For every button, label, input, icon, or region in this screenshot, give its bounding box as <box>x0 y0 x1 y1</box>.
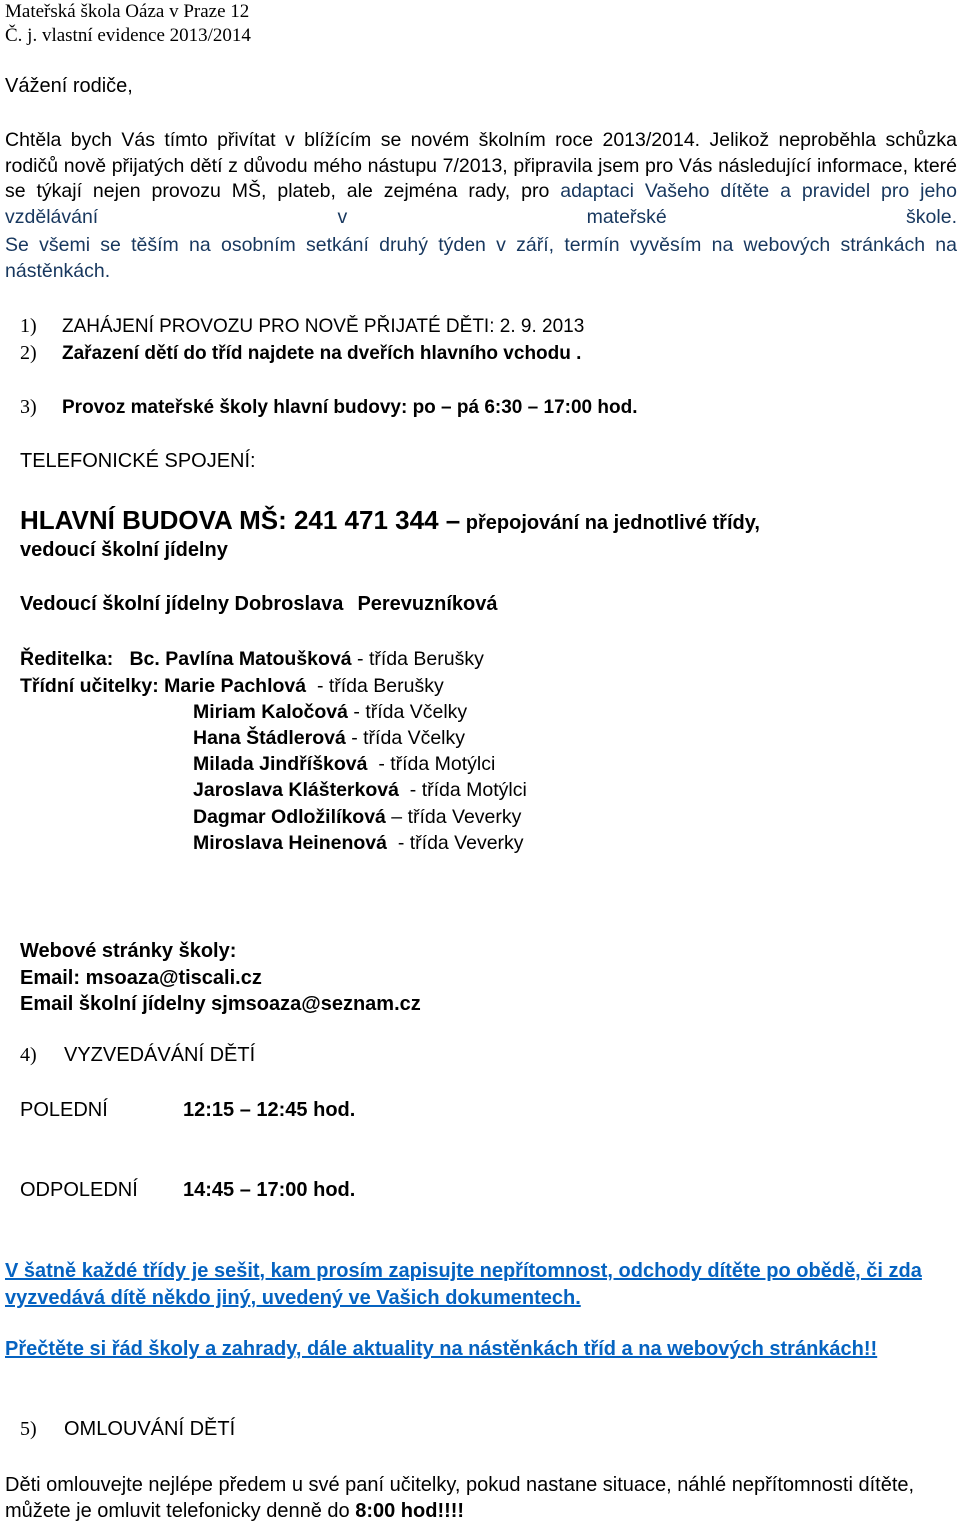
intro-text: Chtěla bych Vás tímto přivítat v blížícím se novém školním roce 2013/2014. Jelikož neproběhla schůzka rodičů nově přijatých dětí z důvodu mého nástupu 7/2013, připravila jsem pro Vás následující informace, které se týkají nejen provozu MŠ, plateb, ale zejména rady, pro <box>5 129 957 202</box>
contact-block <box>20 938 421 1018</box>
list-text: Provoz mateřské školy hlavní budovy: po – pá 6:30 – 17:00 hod. <box>62 397 638 418</box>
teacher-name: Miroslava Heinenová <box>193 832 387 854</box>
teacher-row <box>193 751 495 778</box>
list-text: OMLOUVÁNÍ DĚTÍ <box>64 1418 236 1440</box>
teacher-class: – třída Veverky <box>385 806 522 828</box>
canteen-head-label: Vedoucí školní jídelny Dobroslava <box>20 593 344 615</box>
list-item-excuses <box>20 1418 235 1441</box>
teachers-label: Třídní učitelky: <box>20 675 159 697</box>
main-building-label: HLAVNÍ BUDOVA MŠ: 241 471 344 – <box>20 505 461 535</box>
school-name: Mateřská škola Oáza v Praze 12 <box>5 1 250 22</box>
teacher-name: Dagmar Odložilíková <box>193 806 386 828</box>
list-number: 4) <box>20 1044 37 1066</box>
teacher-name: Miriam Kaločová <box>193 701 348 723</box>
web-label: Webové stránky školy: <box>20 940 237 962</box>
list-text: VYZVEDÁVÁNÍ DĚTÍ <box>64 1044 256 1066</box>
teacher-class: - třída Motýlci <box>367 753 496 775</box>
director-name: Bc. Pavlína Matoušková <box>129 648 352 670</box>
main-building-phone <box>20 505 760 536</box>
teacher-name: Milada Jindříšková <box>193 753 368 775</box>
reference-number: Č. j. vlastní evidence 2013/2014 <box>5 25 251 46</box>
teacher-class: - třída Včelky <box>345 727 466 749</box>
teacher-class: - třída Veverky <box>387 832 524 854</box>
afternoon-time: 14:45 – 17:00 hod. <box>183 1179 356 1201</box>
school-email[interactable]: Email: msoaza@tiscali.cz <box>20 966 262 989</box>
teacher-row <box>193 830 524 857</box>
list-number: 2) <box>20 342 37 364</box>
list-item-classes <box>20 342 581 365</box>
teacher-row <box>193 804 521 831</box>
noon-time: 12:15 – 12:45 hod. <box>183 1099 356 1121</box>
teacher-row <box>193 699 467 726</box>
director-class: - třída Berušky <box>351 648 484 670</box>
list-number: 1) <box>20 315 37 337</box>
list-number: 3) <box>20 396 37 418</box>
teachers-row <box>20 673 444 700</box>
greeting: Vážení rodiče, <box>5 75 133 97</box>
teacher-class: - třída Včelky <box>347 701 468 723</box>
teacher-class: - třída Berušky <box>306 675 444 697</box>
teacher-name: Hana Štádlerová <box>193 727 346 749</box>
teacher-name: Jaroslava Klášterková <box>193 779 399 801</box>
closing-deadline: 8:00 hod!!!! <box>355 1500 465 1522</box>
teacher-row <box>193 725 465 752</box>
intro-text-adaptation: adaptaci Vašeho dítěte a pravidel pro jeho vzdělávání v mateřské škole. <box>5 180 957 228</box>
intro-paragraph-meeting: Se všemi se těším na osobním setkání druhý týden v září, termín vyvěsím na webových stránkách na nástěnkách. <box>5 234 957 282</box>
director-role: Ředitelka: <box>20 648 114 670</box>
canteen-head-surname: Perevuzníková <box>357 593 498 615</box>
intro-paragraph <box>5 128 957 230</box>
notice-absence-notebook[interactable]: V šatně každé třídy je sešit, kam prosím zapisujte nepřítomnost, odchody dítěte po obědě, či zda vyzvedává dítě někdo jiný, uvedený ve Vašich dokumentech. <box>5 1260 922 1309</box>
notice-school-rules[interactable]: Přečtěte si řád školy a zahrady, dále aktuality na nástěnkách tříd a na webových stránkách!! <box>5 1338 878 1360</box>
main-building-note: přepojování na jednotlivé třídy, <box>460 512 760 534</box>
list-text: ZAHÁJENÍ PROVOZU PRO NOVĚ PŘIJATÉ DĚTI: 2. 9. 2013 <box>62 316 585 337</box>
canteen-email[interactable]: Email školní jídelny sjmsoaza@seznam.cz <box>20 993 421 1015</box>
closing-paragraph <box>5 1472 957 1524</box>
list-number: 5) <box>20 1418 37 1440</box>
list-item-opening <box>20 315 584 338</box>
list-item-hours <box>20 396 637 419</box>
afternoon-label: ODPOLEDNÍ <box>20 1179 138 1201</box>
teacher-row <box>193 777 527 804</box>
noon-label: POLEDNÍ <box>20 1099 108 1121</box>
teacher-class: - třída Motýlci <box>398 779 527 801</box>
closing-text: Děti omlouvejte nejlépe předem u své paní učitelky, pokud nastane situace, náhlé nepřítomnosti dítěte, můžete je omluvit telefonicky denně do <box>5 1474 915 1522</box>
telephone-heading: TELEFONICKÉ SPOJENÍ: <box>20 450 256 472</box>
list-text: Zařazení dětí do tříd najdete na dveřích hlavního vchodu . <box>62 343 582 364</box>
list-item-pickup <box>20 1044 255 1067</box>
canteen-head <box>20 593 498 616</box>
teacher-name: Marie Pachlová <box>164 675 307 697</box>
document-header <box>5 0 251 48</box>
director-row <box>20 646 484 673</box>
main-building-note-2: vedoucí školní jídelny <box>20 539 228 561</box>
